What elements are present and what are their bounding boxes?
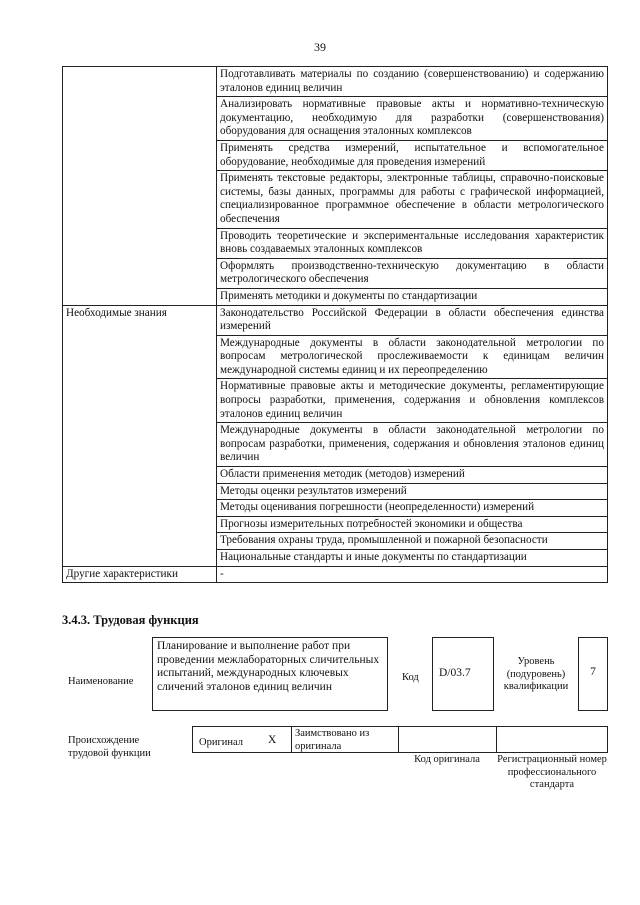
row-text: Проводить теоретические и экспериментальные исследования характеристик вновь создаваемых эталонных комплексов: [217, 228, 608, 258]
row-text: Подготавливать материалы по созданию (совершенствованию) и содержанию эталонов единиц величин: [217, 67, 608, 97]
qualification-level-box: 7: [578, 637, 608, 711]
page-number: 39: [314, 40, 326, 54]
row-text: Международные документы в области законодательной метрологии по вопросам метрологической прослеживаемости к единицам величин международной системы единиц и их переопределению: [217, 335, 608, 379]
requirements-table: [62, 66, 608, 583]
level-label: Уровень (подуровень) квалификации: [503, 656, 569, 692]
original-label: Оригинал: [199, 737, 243, 748]
function-code-box: D/03.7: [432, 637, 494, 711]
code-label: Код: [402, 672, 419, 683]
row-label: Необходимые знания: [63, 305, 217, 566]
name-label: Наименование: [68, 676, 134, 687]
row-text: Законодательство Российской Федерации в области обеспечения единства измерений: [217, 305, 608, 335]
borrowed-label: Заимствовано из оригинала: [295, 728, 370, 752]
row-text: Применять текстовые редакторы, электронные таблицы, справочно-поисковые системы, базы данных, программы для работы с графической информацией, специализированное программное обеспечение в области метрологического обеспечения: [217, 171, 608, 228]
row-text: Анализировать нормативные правовые акты и нормативно-техническую документацию, необходимую для разработки (совершенствования) оборудования для оснащения эталонных комплексов: [217, 97, 608, 141]
row-text: Применять средства измерений, испытательное и вспомогательное оборудование, необходимые для проведения измерений: [217, 140, 608, 170]
row-label: Другие характеристики: [63, 566, 217, 583]
table-row: [63, 566, 608, 583]
reg-number-label: Регистрационный номер профессионального стандарта: [497, 754, 607, 790]
row-text: Нормативные правовые акты и методические документы, регламентирующие вопросы разработки, применения, содержания и обновления комплексов эталонов единиц величин: [217, 379, 608, 423]
row-text: Оформлять производственно-техническую документацию в области метрологического обеспечения: [217, 258, 608, 288]
function-name-box: Планирование и выполнение работ при проведении межлабораторных сличительных испытаний, международных ключевых сличений эталонов единиц величин: [152, 637, 388, 711]
row-text: Прогнозы измерительных потребностей экономики и общества: [217, 516, 608, 533]
row-text: -: [217, 566, 608, 583]
row-text: Методы оценивания погрешности (неопределенности) измерений: [217, 500, 608, 517]
row-label: [63, 67, 217, 306]
section-heading: 3.4.3. Трудовая функция: [62, 613, 199, 627]
row-text: Международные документы в области законодательной метрологии по вопросам разработки, применения, содержания и обновления эталонов единиц величин: [217, 423, 608, 467]
origin-label: Происхождение трудовой функции: [68, 735, 151, 759]
row-text: Применять методики и документы по стандартизации: [217, 288, 608, 305]
row-text: Национальные стандарты и иные документы по стандартизации: [217, 550, 608, 567]
row-text: Области применения методик (методов) измерений: [217, 467, 608, 484]
row-text: Требования охраны труда, промышленной и пожарной безопасности: [217, 533, 608, 550]
original-mark: X: [268, 734, 277, 746]
table-row: [63, 305, 608, 335]
row-text: Методы оценки результатов измерений: [217, 483, 608, 500]
original-code-label: Код оригинала: [414, 754, 480, 765]
table-row: [63, 67, 608, 97]
